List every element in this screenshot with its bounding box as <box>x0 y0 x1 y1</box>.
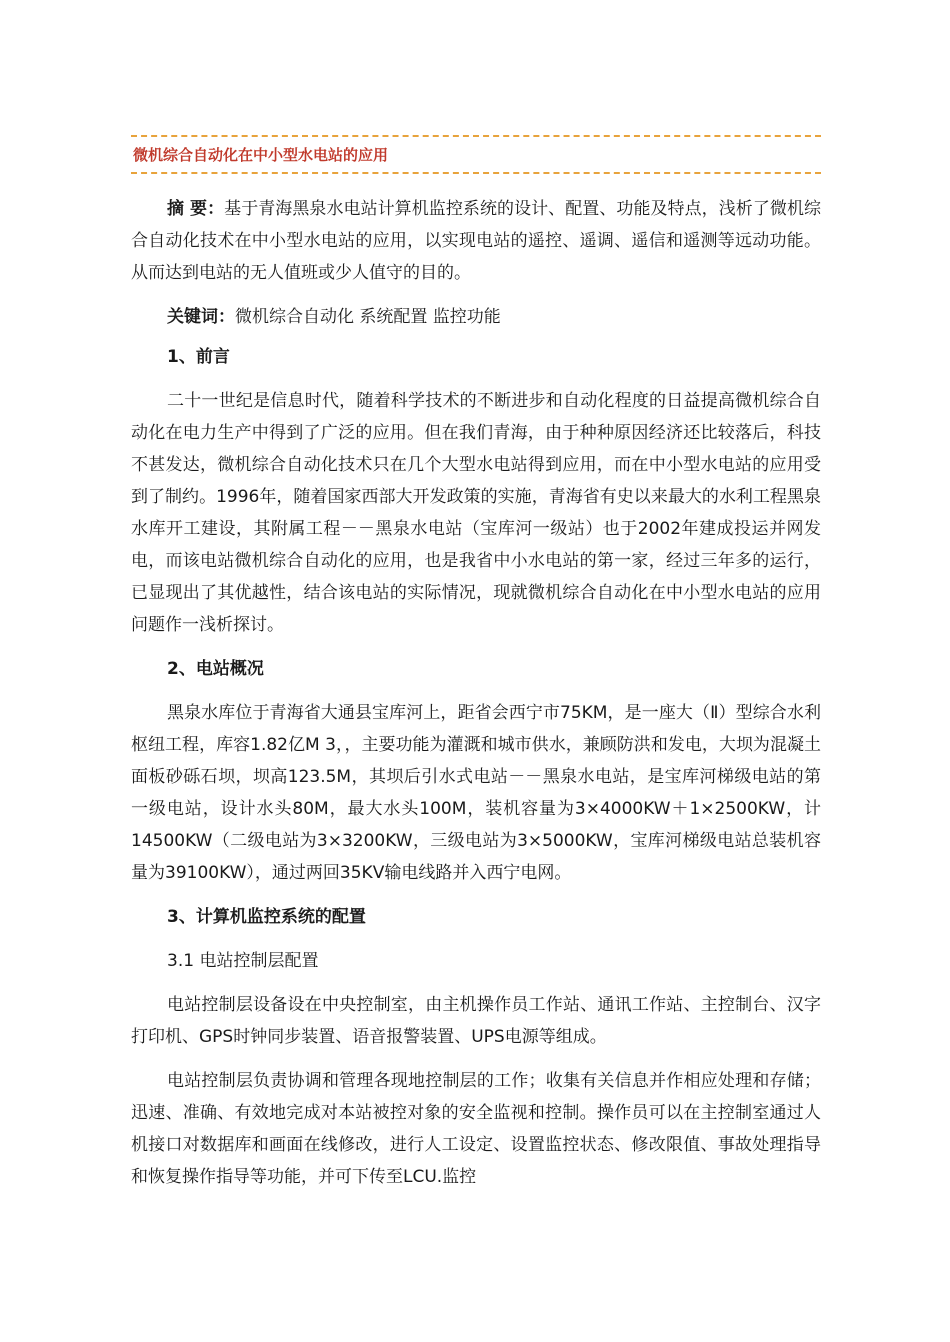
section-3-heading: 3、计算机监控系统的配置 <box>167 907 366 927</box>
section-3-1-paragraph-1: 电站控制层设备设在中央控制室，由主机操作员工作站、通讯工作站、主控制台、汉字打印机、GPS时钟同步装置、语音报警装置、UPS电源等组成。 <box>131 995 821 1047</box>
article-title: 微机综合自动化在中小型水电站的应用 <box>133 146 389 164</box>
title-block <box>131 135 821 174</box>
section-1-paragraph: 二十一世纪是信息时代，随着科学技术的不断进步和自动化程度的日益提高微机综合自动化在电力生产中得到了广泛的应用。但在我们青海，由于种种原因经济还比较落后，科技不甚发达，微机综合自动化技术只在几个大型水电站得到应用，而在中小型水电站的应用受到了制约。1996年，随着国家西部大开发政策的实施，青海省有史以来最大的水利工程黑泉水库开工建设，其附属工程－－黑泉水电站（宝库河一级站）也于2002年建成投运并网发电，而该电站微机综合自动化的应用，也是我省中小水电站的第一家，经过三年多的运行，已显现出了其优越性，结合该电站的实际情况，现就微机综合自动化在中小型水电站的应用问题作一浅析探讨。 <box>131 391 821 635</box>
document-body <box>131 193 821 1205</box>
abstract-paragraph <box>131 193 821 289</box>
section-1-heading: 1、前言 <box>167 347 230 367</box>
keywords-label: 关键词： <box>167 307 235 327</box>
keywords-paragraph <box>131 301 821 333</box>
keywords-text: 微机综合自动化 系统配置 监控功能 <box>235 307 501 327</box>
title-top-rule <box>131 135 821 137</box>
section-3-1-heading: 3.1 电站控制层配置 <box>167 951 319 971</box>
section-3-1-paragraph-2: 电站控制层负责协调和管理各现地控制层的工作；收集有关信息并作相应处理和存储；迅速、准确、有效地完成对本站被控对象的安全监视和控制。操作员可以在主控制室通过人机接口对数据库和画面在线修改，进行人工设定、设置监控状态、修改限值、事故处理指导和恢复操作指导等功能，并可下传至LCU.监控 <box>131 1071 821 1187</box>
section-2-paragraph: 黑泉水库位于青海省大通县宝库河上，距省会西宁市75KM，是一座大（Ⅱ）型综合水利枢纽工程，库容1.82亿M 3，，主要功能为灌溉和城市供水，兼顾防洪和发电，大坝为混凝土面板砂砾石坝，坝高123.5M，其坝后引水式电站－－黑泉水电站，是宝库河梯级电站的第一级电站，设计水头80M，最大水头100M，装机容量为3×4000KW＋1×2500KW，计14500KW（二级电站为3×3200KW，三级电站为3×5000KW，宝库河梯级电站总装机容量为39100KW），通过两回35KV输电线路并入西宁电网。 <box>131 703 821 883</box>
title-bottom-rule <box>131 172 821 174</box>
section-2-heading: 2、电站概况 <box>167 659 264 679</box>
abstract-text: 基于青海黑泉水电站计算机监控系统的设计、配置、功能及特点，浅析了微机综合自动化技术在中小型水电站的应用，以实现电站的遥控、遥调、遥信和遥测等远动功能。从而达到电站的无人值班或少人值守的目的。 <box>131 199 821 283</box>
abstract-label: 摘 要： <box>167 199 225 219</box>
